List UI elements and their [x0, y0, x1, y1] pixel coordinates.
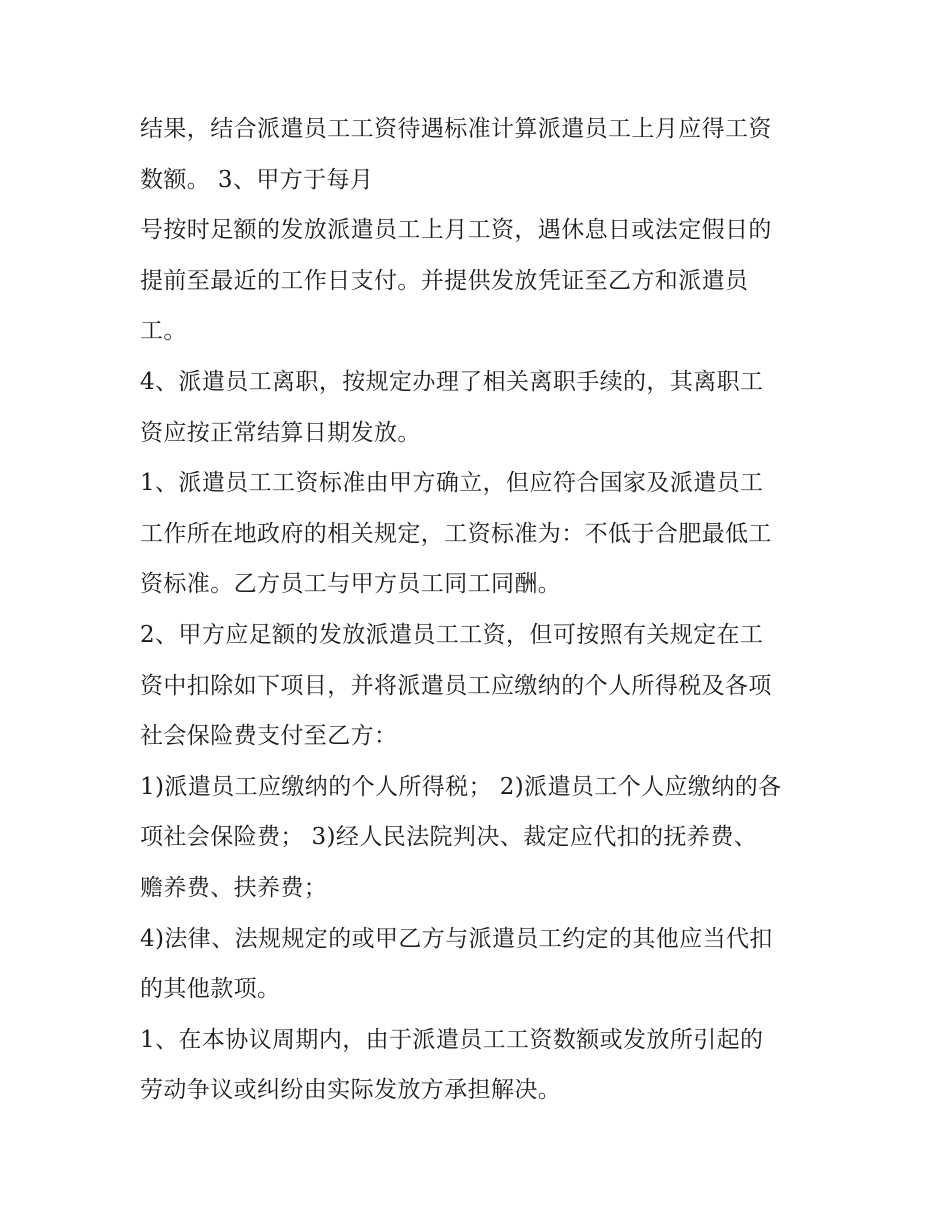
document-body	[140, 104, 830, 1116]
text-line: 项社会保险费； 3)经人民法院判决、裁定应代扣的抚养费、	[140, 824, 758, 851]
text-line: 赡养费、扶养费；	[140, 874, 328, 901]
text-line: 资应按正常结算日期发放。	[140, 419, 421, 446]
text-line: 1、在本协议周期内，由于派遣员工工资数额或发放所引起的	[140, 1026, 764, 1053]
text-line: 工。	[140, 318, 187, 345]
text-line: 社会保险费支付至乙方：	[140, 723, 398, 750]
text-line: 的其他款项。	[140, 976, 281, 1003]
text-line: 2、甲方应足额的发放派遣员工工资，但可按照有关规定在工	[140, 621, 764, 648]
text-line: 1)派遣员工应缴纳的个人所得税； 2)派遣员工个人应缴纳的各	[140, 773, 782, 800]
text-line: 4)法律、法规规定的或甲乙方与派遣员工约定的其他应当代扣	[140, 925, 773, 952]
text-line: 工作所在地政府的相关规定，工资标准为：不低于合肥最低工	[140, 520, 772, 547]
text-line: 资标准。乙方员工与甲方员工同工同酬。	[140, 571, 562, 598]
text-line: 1、派遣员工工资标准由甲方确立，但应符合国家及派遣员工	[140, 470, 764, 497]
text-line: 号按时足额的发放派遣员工上月工资，遇休息日或法定假日的	[140, 217, 772, 244]
text-line: 提前至最近的工作日支付。并提供发放凭证至乙方和派遣员	[140, 267, 749, 294]
text-line: 4、派遣员工离职，按规定办理了相关离职手续的，其离职工	[140, 368, 764, 395]
text-line: 数额。 3、甲方于每月	[140, 166, 374, 193]
text-line: 资中扣除如下项目，并将派遣员工应缴纳的个人所得税及各项	[140, 672, 772, 699]
text-line: 劳动争议或纠纷由实际发放方承担解决。	[140, 1077, 562, 1104]
text-line: 结果，结合派遣员工工资待遇标准计算派遣员工上月应得工资	[140, 116, 772, 142]
